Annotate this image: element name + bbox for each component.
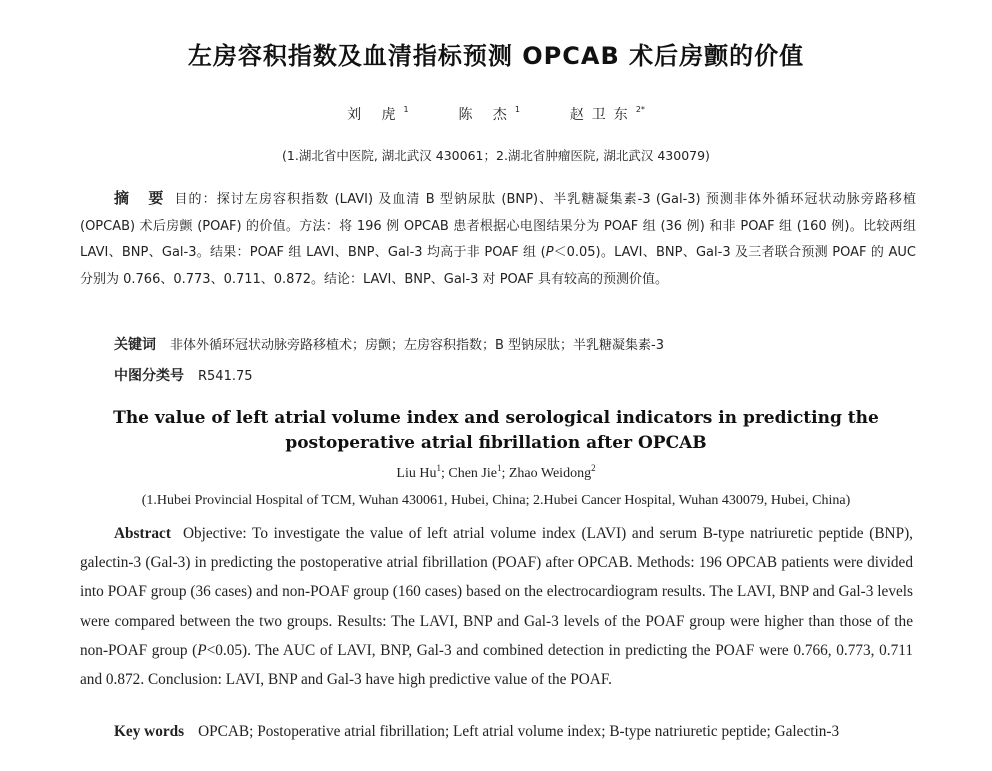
cn-keywords-text: 非体外循环冠状动脉旁路移植术；房颤；左房容积指数；B 型钠尿肽；半乳糖凝集素-3 — [170, 338, 665, 353]
cn-classification — [114, 365, 914, 385]
cn-author-name: 刘 虎 — [347, 107, 404, 123]
cn-author-name: 赵卫东 — [569, 107, 636, 123]
en-keywords-text: OPCAB; Postoperative atrial fibrillation; Left atrial volume index; B-type natriuretic peptide; Galectin-3 — [198, 723, 840, 740]
cn-classification-label: 中图分类号 — [114, 368, 184, 384]
en-author-name: Liu Hu — [396, 466, 437, 481]
cn-keywords — [114, 334, 914, 354]
cn-title: 左房容积指数及血清指标预测 OPCAB 术后房颤的价值 — [187, 42, 805, 70]
en-abstract-text-1: Objective: To investigate the value of left atrial volume index (LAVI) and serum B-type natriuretic peptide (BNP), galectin-3 (Gal-3) in predicting the postoperative atrial fibrillation (POAF) after OPCAB. Methods: 196 OPCAB patients were divided into POAF group (36 cases) and non-POAF group (160 cases) based on the electrocardiogram results. The LAVI, BNP and Gal-3 levels were compared between the two groups. Results: The LAVI, BNP and Gal-3 levels of the POAF group were higher than those of the non-POAF group ( — [80, 525, 913, 659]
cn-author-sup: 1 — [514, 105, 520, 114]
en-author-sep: ; — [440, 466, 449, 481]
en-author-sup: 1 — [436, 463, 441, 473]
cn-affiliation: (1.湖北省中医院, 湖北武汉 430061；2.湖北省肿瘤医院, 湖北武汉 430079) — [282, 148, 710, 163]
en-title: The value of left atrial volume index and serological indicators in predicting the postoperative atrial fibrillation after OPCAB — [113, 408, 879, 453]
cn-classification-code: R541.75 — [198, 369, 253, 384]
en-author-name: Zhao Weidong — [508, 466, 592, 481]
en-affiliation: (1.Hubei Provincial Hospital of TCM, Wuhan 430061, Hubei, China; 2.Hubei Cancer Hospital, Wuhan 430079, Hubei, China) — [141, 493, 851, 508]
cn-abstract-p-symbol: P — [545, 245, 554, 260]
en-abstract-label: Abstract — [114, 525, 171, 542]
cn-abstract-text-2: ＜0.05)。LAVI、BNP、Gal-3 及三者联合预测 POAF 的 AUC 分别为 0.766、0.773、0.711、0.872。结论：LAVI、BNP、Gal-3 对 POAF 具有较高的预测价值。 — [80, 245, 916, 287]
cn-keywords-label: 关键词 — [114, 337, 156, 353]
cn-abstract-label: 摘 要 — [114, 189, 171, 207]
en-author-name: Chen Jie — [448, 466, 497, 481]
en-keywords-label: Key words — [114, 723, 185, 740]
en-abstract-p-symbol: P — [197, 641, 207, 659]
cn-authors — [0, 104, 992, 124]
en-abstract — [80, 519, 913, 694]
cn-author-sup: 1 — [403, 105, 409, 114]
en-authors — [0, 463, 992, 482]
en-author-sep: ; — [501, 466, 509, 481]
en-keywords — [114, 723, 934, 741]
en-author-sup: 1 — [496, 463, 502, 473]
cn-author-sup: 2* — [635, 105, 645, 114]
cn-abstract-text-1: 目的：探讨左房容积指数 (LAVI) 及血清 B 型钠尿肽 (BNP)、半乳糖凝集素-3 (Gal-3) 预测非体外循环冠状动脉旁路移植 (OPCAB) 术后房颤 (POAF) 的价值。方法：将 196 例 OPCAB 患者根据心电图结果分为 POAF 组 (36 例) 和非 POAF 组 (160 例)。比较两组 LAVI、BNP、Gal-3。结果：POAF 组 LAVI、BNP、Gal-3 均高于非 POAF 组 ( — [80, 192, 916, 260]
en-author-sup: 2 — [591, 463, 596, 473]
en-abstract-text-2: <0.05). The AUC of LAVI, BNP, Gal-3 and combined detection in predicting the POAF were 0.766, 0.773, 0.711 and 0.872. Conclusion: LAVI, BNP and Gal-3 have high predictive value of the POAF. — [80, 641, 913, 689]
cn-author-name: 陈 杰 — [458, 107, 515, 123]
cn-abstract — [80, 185, 916, 293]
